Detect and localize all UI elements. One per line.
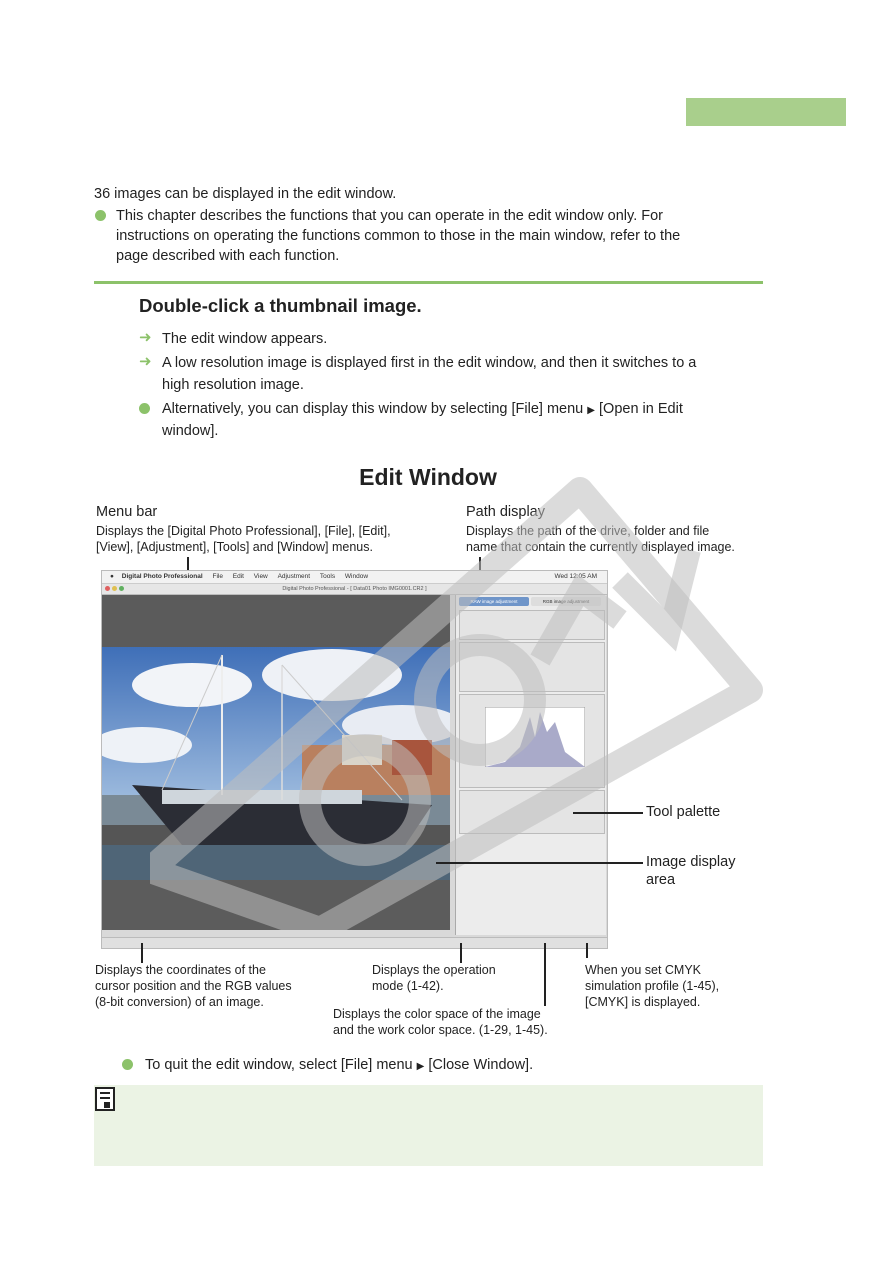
leader-line	[573, 812, 643, 814]
image-display-area	[102, 595, 450, 930]
edit-window-screenshot	[101, 570, 608, 949]
cmyk-desc-3: [CMYK] is displayed.	[585, 995, 701, 1009]
color-space-desc-1: Displays the color space of the image	[333, 1007, 541, 1021]
arrow-right-icon: ➜	[139, 329, 152, 346]
step-alt-line1: Alternatively, you can display this window by selecting [File] menu ▶ [Open in Edit	[162, 401, 683, 417]
figure-title: Edit Window	[359, 464, 497, 490]
tool-palette	[455, 595, 606, 935]
operation-mode-desc-1: Displays the operation	[372, 963, 496, 977]
step-result-2b: high resolution image.	[162, 377, 304, 393]
path-display-desc-1: Displays the path of the drive, folder and file	[466, 524, 710, 538]
coords-desc-1: Displays the coordinates of the	[95, 963, 266, 977]
coords-desc-2: cursor position and the RGB values	[95, 979, 292, 993]
cmyk-desc-1: When you set CMYK	[585, 963, 702, 977]
photo-harbor	[102, 595, 450, 930]
coords-desc-3: (8-bit conversion) of an image.	[95, 995, 264, 1009]
app-menu-bar: ● Digital Photo Professional File Edit View Adjustment Tools Window Wed 12:05 AM	[102, 571, 607, 584]
tab-rgb[interactable]: RGB image adjustment	[531, 597, 601, 606]
tool-palette-label: Tool palette	[646, 804, 721, 820]
section-divider	[94, 281, 763, 284]
color-space-desc-2: and the work color space. (1-29, 1-45).	[333, 1023, 548, 1037]
bullet-icon	[122, 1059, 133, 1070]
menu-bar-label: Menu bar	[96, 504, 158, 520]
image-display-label-2: area	[646, 872, 676, 888]
leader-line	[544, 943, 546, 1006]
path-display-label: Path display	[466, 504, 545, 520]
step-result-2a: A low resolution image is displayed first in the edit window, and then it switches to a	[162, 355, 697, 371]
memo-icon	[94, 1086, 116, 1112]
triangle-right-icon: ▶	[587, 405, 595, 416]
arrow-right-icon: ➜	[139, 353, 152, 370]
cmyk-desc-2: simulation profile (1-45),	[585, 979, 720, 993]
leader-line	[436, 862, 643, 864]
leader-line	[460, 943, 462, 963]
step-alt-line2: window].	[162, 423, 219, 439]
chapter-tab	[686, 98, 846, 126]
leader-line	[141, 943, 143, 963]
apple-icon: ●	[110, 573, 114, 580]
bullet-icon	[95, 210, 106, 221]
note-box	[94, 1085, 763, 1166]
bullet-icon	[139, 403, 150, 414]
step-result-1: The edit window appears.	[162, 331, 328, 347]
curve-panel	[459, 694, 605, 788]
operation-mode-desc-2: mode (1-42).	[372, 979, 444, 993]
status-bar	[102, 937, 607, 948]
brightness-panel	[459, 610, 605, 640]
menu-bar-desc-2: [View], [Adjustment], [Tools] and [Window] menus.	[96, 540, 373, 554]
triangle-right-icon: ▶	[416, 1061, 425, 1072]
window-title-bar: Digital Photo Professional - [ Data01 Photo IMG0001.CR2 ]	[102, 584, 607, 595]
image-display-label-1: Image display	[646, 854, 736, 870]
step-heading: Double-click a thumbnail image.	[139, 295, 422, 316]
intro-bullet-line3: page described with each function.	[116, 248, 340, 264]
quit-instruction: To quit the edit window, select [File] menu ▶ [Close Window].	[145, 1057, 534, 1073]
intro-bullet-line1: This chapter describes the functions that you can operate in the edit window only. For	[116, 208, 664, 224]
path-display-desc-2: name that contain the currently displayed image.	[466, 540, 735, 554]
tab-raw[interactable]: RAW image adjustment	[459, 597, 529, 606]
white-balance-panel	[459, 642, 605, 692]
intro-bullet-line2: instructions on operating the functions common to those in the main window, refer to the	[116, 228, 681, 244]
leader-line	[187, 557, 189, 571]
histogram	[485, 707, 585, 767]
intro-text: 36 images can be displayed in the edit window.	[94, 186, 397, 202]
menu-bar-desc-1: Displays the [Digital Photo Professional], [File], [Edit],	[96, 524, 391, 538]
leader-line	[586, 943, 588, 958]
